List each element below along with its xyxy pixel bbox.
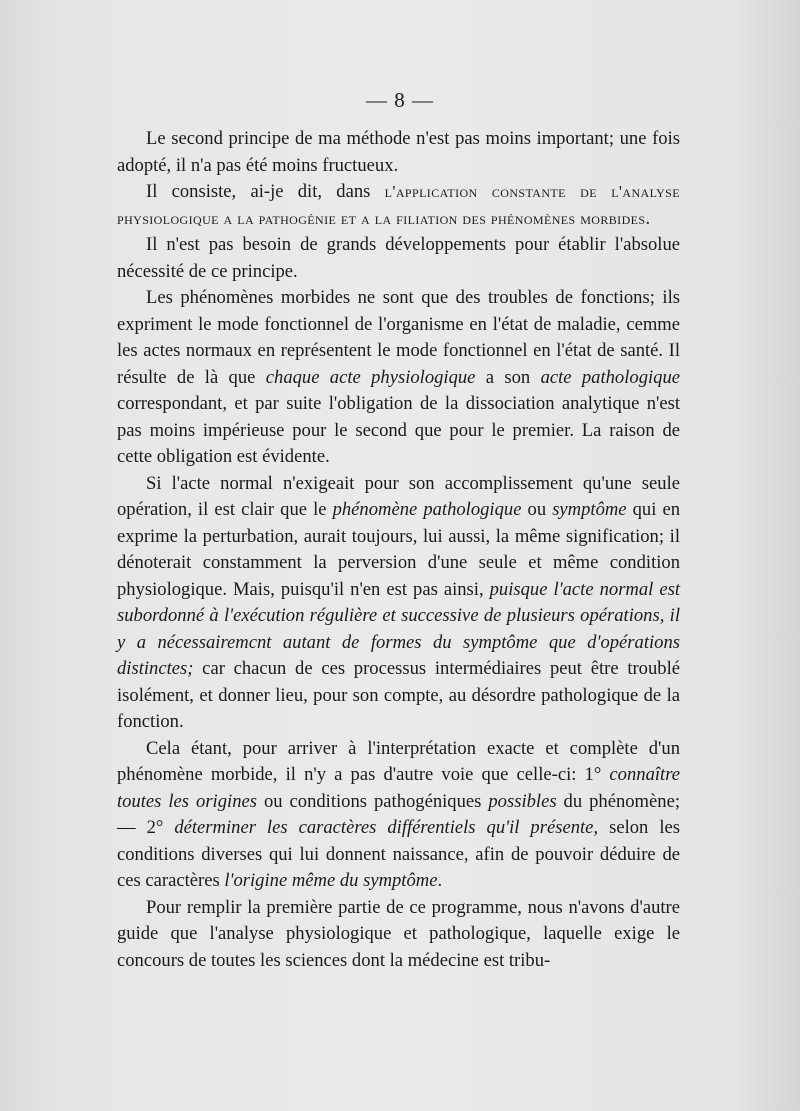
paragraph-5-text: qui en exprime la perturbation, aurait toujours, lui aussi, la même signification; il dénoterait constamment la perversion d'une seule et même condition physiologique. Mais, puisqu'il n'en est pas ainsi, [117,499,680,600]
paragraph-2 [117,179,680,232]
paragraph-4-text: Les phénomènes morbides ne sont que des troubles de fonctions; ils expriment le mode fonctionnel de l'organisme en l'état de maladie, cemme les actes normaux en représentent le mode fonctionnel en l'état de santé. Il résulte de là que [117,287,680,388]
paragraph-5-text: car chacun de ces processus intermédiaires peut être troublé isolément, et donner lieu, pour son compte, au désordre pathologique de la fonction. [117,658,680,732]
italic-phrase: connaître toutes les origines [117,764,680,812]
paragraph-6-text: , selon les conditions diverses qui lui donnent naissance, afin de pouvoir déduire de ces caractères [117,817,681,891]
paragraph-6 [117,736,680,895]
paragraph-5 [117,471,680,736]
paragraph-6-text: du phénomène; — 2° [117,790,680,838]
italic-phrase: phénomène pathologique [332,499,522,520]
italic-phrase: déterminer les caractères différentiels qu'il présente [174,817,594,838]
paragraph-2-text: Il consiste, ai-je dit, dans [146,181,385,202]
paragraph-2-end: . [645,207,651,229]
paragraph-1: Le second principe de ma méthode n'est pas moins important; une fois adopté, il n'a pas été moins fructueux. [117,128,680,176]
paragraph-5-text: Si l'acte normal n'exigeait pour son accomplissement qu'une seule opération, il est clair que le [117,472,680,520]
italic-phrase: puisque l'acte normal est subordonné à l'exécution régulière et successive de plusieurs opérations, il y a nécessairemcnt autant de formes du symptôme que d'opérations distinctes; [117,578,680,679]
principle-small-caps: l'application constante de l'analyse physiologique a la pathogénie et a la filiation des phénomènes morbides [117,182,680,228]
italic-phrase: chaque acte physiologique [265,366,476,388]
paragraph-6-text: Cela étant, pour arriver à l'interprétation exacte et complète d'un phénomène morbide, il n'y a pas d'autre voie que celle-ci: 1° [117,737,680,785]
italic-phrase: symptôme [552,499,627,520]
paragraph-6-text: . [437,870,443,891]
paragraph-4-text: correspondant, et par suite l'obligation de la dissociation analytique n'est pas moins impérieuse pour le second que pour le premier. La raison de cette obligation est évidente. [117,393,680,467]
page-number: — 8 — [366,88,434,112]
paragraph-5-text: ou [521,499,553,520]
paragraph-4-text: a son [475,366,541,388]
paragraph-7: Pour remplir la première partie de ce programme, nous n'avons d'autre guide que l'analyse physiologique et pathologique, laquelle exige le concours de toutes les sciences dont la médecine est tribu- [117,896,680,971]
body-text [117,126,680,974]
italic-phrase: l'origine même du symptôme [224,870,438,891]
italic-phrase: possibles [488,790,557,812]
paragraph-6-text: ou conditions pathogéniques [256,790,489,812]
paragraph-4 [117,285,680,471]
italic-phrase: acte pathologique [540,366,681,388]
paragraph-3: Il n'est pas besoin de grands développements pour établir l'absolue nécessité de ce principe. [117,234,680,282]
